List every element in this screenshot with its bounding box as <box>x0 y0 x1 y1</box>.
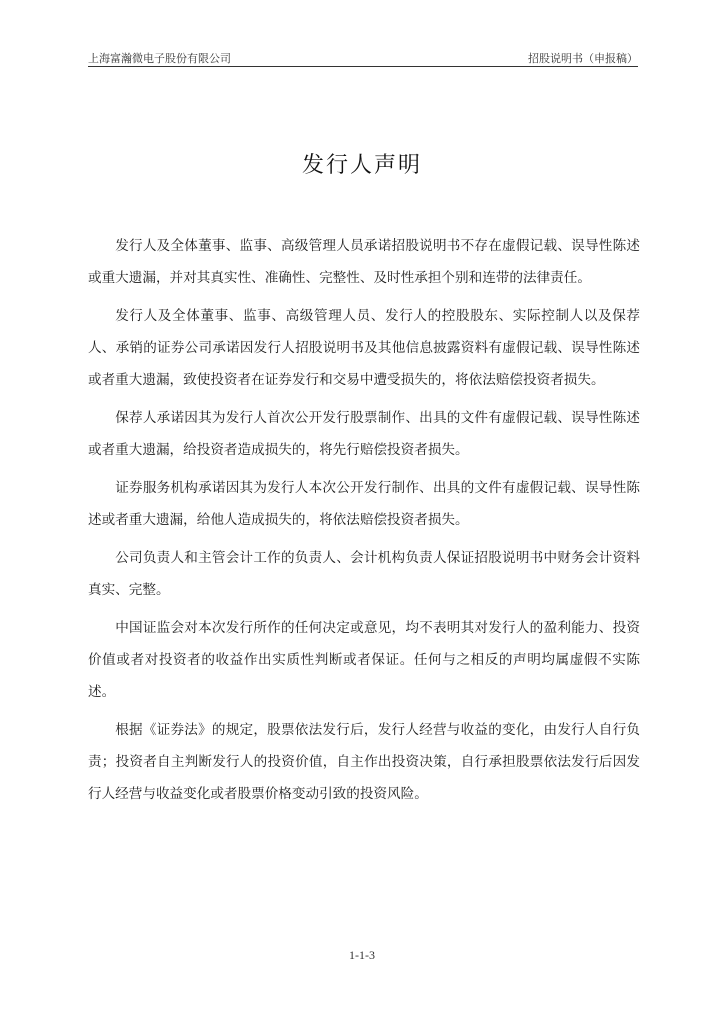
paragraph: 证券服务机构承诺因其为发行人本次公开发行制作、出具的文件有虚假记载、误导性陈述或者重大遗漏，给他人造成损失的，将依法赔偿投资者损失。 <box>88 480 640 528</box>
page-title: 发行人声明 <box>301 153 422 178</box>
paragraph: 中国证监会对本次发行所作的任何决定或意见，均不表明其对发行人的盈利能力、投资价值或者对投资者的收益作出实质性判断或者保证。任何与之相反的声明均属虚假不实陈述。 <box>88 620 640 700</box>
paragraph: 根据《证券法》的规定，股票依法发行后，发行人经营与收益的变化，由发行人自行负责；投资者自主判断发行人的投资价值，自主作出投资决策，自行承担股票依法发行后因发行人经营与收益变化或者股票价格变动引致的投资风险。 <box>88 722 640 802</box>
page-header <box>88 48 638 67</box>
header-document-type: 招股说明书（申报稿） <box>528 52 638 65</box>
page-number: 1-1-3 <box>349 948 375 962</box>
paragraph: 保荐人承诺因其为发行人首次公开发行股票制作、出具的文件有虚假记载、误导性陈述或者重大遗漏，给投资者造成损失的，将先行赔偿投资者损失。 <box>88 410 640 458</box>
statement-body <box>88 230 640 816</box>
paragraph: 发行人及全体董事、监事、高级管理人员承诺招股说明书不存在虚假记载、误导性陈述或重大遗漏，并对其真实性、准确性、完整性、及时性承担个别和连带的法律责任。 <box>88 238 640 286</box>
paragraph: 公司负责人和主管会计工作的负责人、会计机构负责人保证招股说明书中财务会计资料真实、完整。 <box>88 550 640 598</box>
paragraph: 发行人及全体董事、监事、高级管理人员、发行人的控股股东、实际控制人以及保荐人、承销的证券公司承诺因发行人招股说明书及其他信息披露资料有虚假记载、误导性陈述或者重大遗漏，致使投资者在证券发行和交易中遭受损失的，将依法赔偿投资者损失。 <box>88 308 640 388</box>
header-company-name: 上海富瀚微电子股份有限公司 <box>88 52 231 65</box>
